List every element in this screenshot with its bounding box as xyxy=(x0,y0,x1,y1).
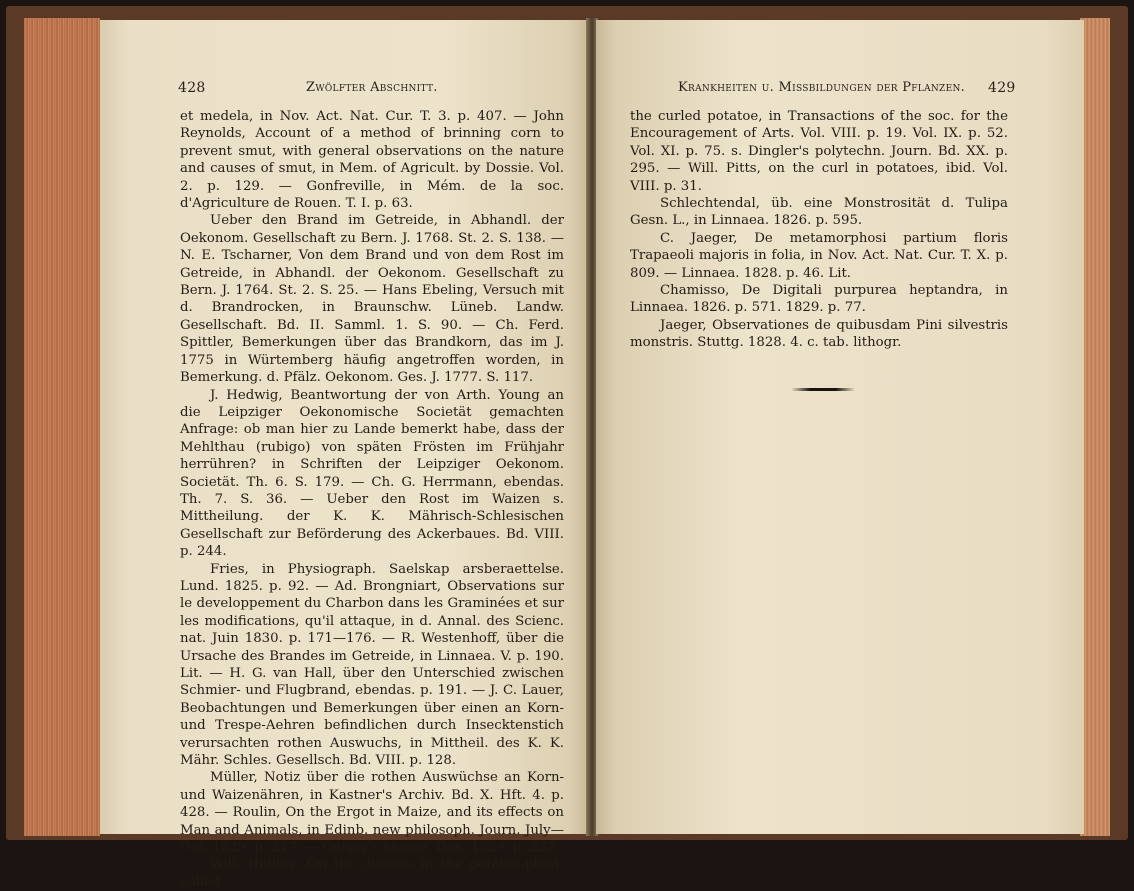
paragraph: the curled potatoe, in Transactions of the soc. for the Encouragement of Arts. Vol. VIII. p. 19. Vol. IX. p. 52. Vol. XI. p. 75. s. Dingler's polytechn. Journ. Bd. XX. p. 295. — Will. Pitts, on the curl in potatoes, ibid. Vol. VIII. p. 31. xyxy=(630,109,1008,194)
paragraph: C. Jaeger, De metamorphosi partium floris Trapaeoli majoris in folia, in Nov. Act. Nat. Cur. T. X. p. 809. — Linnaea. 1828. p. 46. Lit. xyxy=(630,230,1008,281)
left-running-head: Zwölfter Abschnitt. xyxy=(306,80,438,95)
paragraph: Müller, Notiz über die rothen Auswüchse an Korn- und Waizenähren, in Kastner's Archiv. Bd. X. Hft. 4. p. 428. — Roulin, On the Ergot in Maize, and its effects on Man and Animals, in Edinb. new philosoph. Journ. July—Oct. 1829. p. 217. — Geiger's Magaz. Dec. 1829. p. 232. xyxy=(180,770,564,856)
paragraph: Chamisso, De Digitali purpurea heptandra, in Linnaea. 1826. p. 571. 1829. p. 77. xyxy=(630,283,1008,316)
paragraph: Schlechtendal, üb. eine Monstrosität d. Tulipa Gesn. L., in Linnaea. 1826. p. 595. xyxy=(630,196,1008,229)
left-page-edges xyxy=(24,18,100,836)
right-page-edges xyxy=(1080,18,1110,836)
left-page-text xyxy=(180,108,564,891)
right-page-text xyxy=(630,108,1008,352)
left-page xyxy=(100,20,588,890)
right-page xyxy=(596,20,1084,834)
paragraph: Jaeger, Observationes de quibusdam Pini silvestris monstris. Stuttg. 1828. 4. c. tab. lithogr. xyxy=(630,317,1008,351)
paragraph: J. Hedwig, Beantwortung der von Arth. Young an die Leipziger Oekonomische Societät gemachten Anfrage: ob man hier zu Lande bemerkt habe, dass der Mehlthau (rubigo) von späten Frösten im Frühjahr herrühren? in Schriften der Leipziger Oekonom. Societät. Th. 6. S. 179. — Ch. G. Herrmann, ebendas. Th. 7. S. 36. — Ueber den Rost im Waizen s. Mittheilung. der K. K. Mährisch-Schlesischen Gesellschaft zur Beförderung des Ackerbaues. Bd. VIII. p. 244. xyxy=(180,387,564,560)
right-page-number: 429 xyxy=(988,80,1016,96)
paragraph: Fries, in Physiograph. Saelskap arsberaettelse. Lund. 1825. p. 92. — Ad. Brongniart, Observations sur le developpement du Charbon dans les Graminées et sur les modifications, qu'il attaque, in d. Annal. des Scienc. nat. Juin 1830. p. 171—176. — R. Westenhoff, über die Ursache des Brandes im Getreide, in Linnaea. V. p. 190. Lit. — H. G. van Hall, über den Unterschied zwischen Schmier- und Flugbrand, ebendas. p. 191. — J. C. Lauer, Beobachtungen und Bemerkungen über einen an Korn- und Trespe-Aehren befindlichen durch Insecktenstich verursachten rothen Auswuchs, in Mittheil. des K. K. Mähr. Schles. Gesellsch. Bd. VIII. p. 128. xyxy=(180,561,564,769)
paragraph: Ueber den Brand im Getreide, in Abhandl. der Oekonom. Gesellschaft zu Bern. J. 1768. St. 2. S. 138. — N. E. Tscharner, Von dem Brand und von dem Rost im Getreide, in Abhandl. der Oekonom. Gesellschaft zu Bern. J. 1764. St. 2. S. 25. — Hans Ebeling, Versuch mit d. Brandrocken, in Braunschw. Lüneb. Landw. Gesellschaft. Bd. II. Samml. 1. S. 90. — Ch. Ferd. Spittler, Bemerkungen über das Brandkorn, das im J. 1775 in Würtemberg häufig angetroffen worden, in Bemerkung. d. Pfälz. Oekonom. Ges. J. 1777. S. 117. xyxy=(180,213,564,386)
paragraph: et medela, in Nov. Act. Nat. Cur. T. 3. p. 407. — John Reynolds, Account of a method of brinning corn to prevent smut, with general observations on the nature and causes of smut, in Mem. of Agricult. by Dossie. Vol. 2. p. 129. — Gonfreville, in Mém. de la soc. d'Agriculture de Rouen. T. I. p. 63. xyxy=(180,109,564,212)
right-running-head: Krankheiten u. Missbildungen der Pflanzen. xyxy=(678,80,966,95)
section-end-rule xyxy=(791,388,855,391)
paragraph: Will. Hollins, On the disease in the potatoe-plant, colled xyxy=(180,857,564,890)
left-page-number: 428 xyxy=(178,80,206,96)
